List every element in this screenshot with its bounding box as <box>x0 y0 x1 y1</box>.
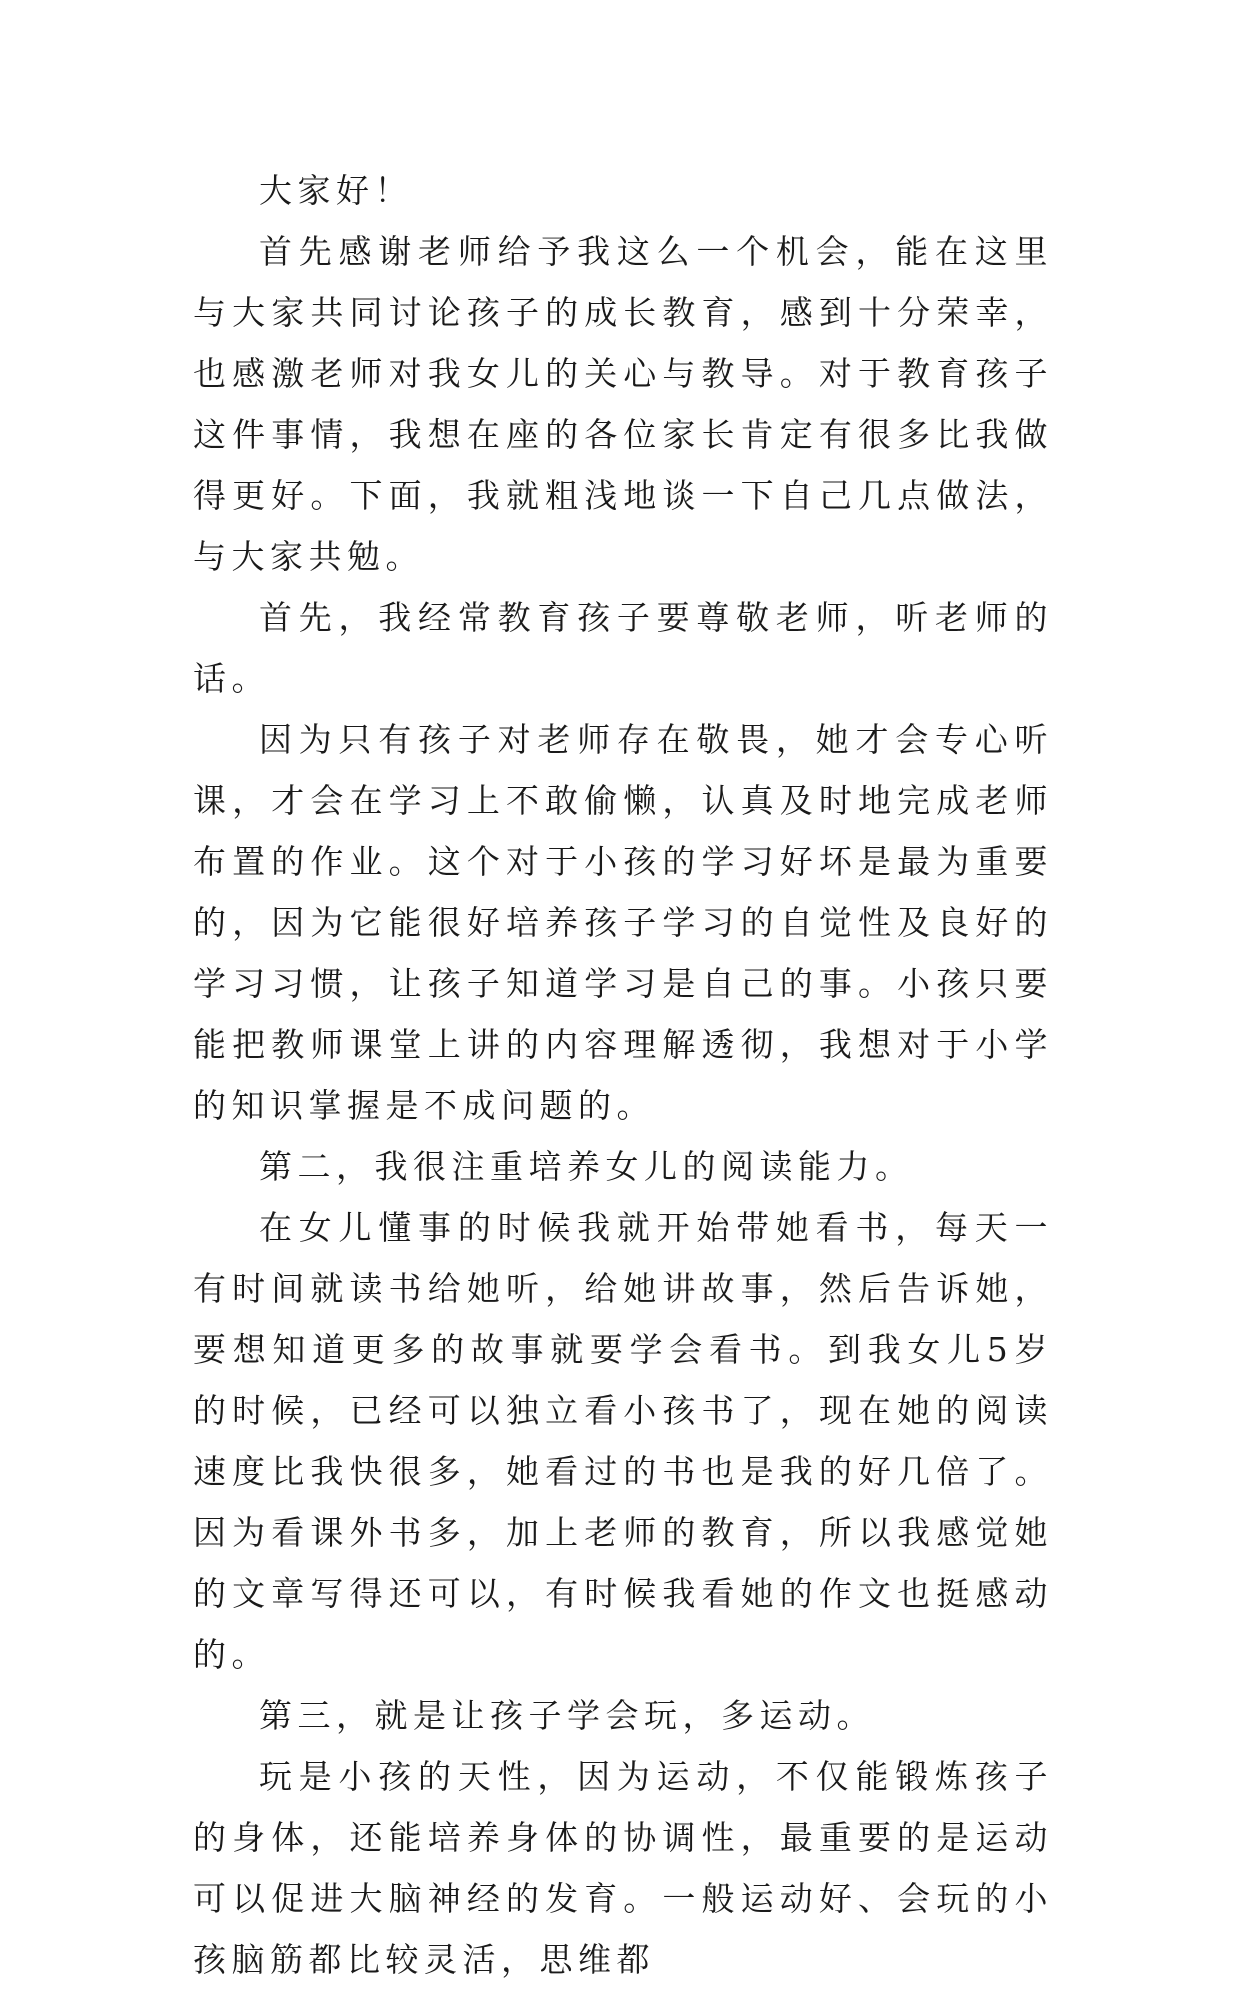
document-body <box>193 160 1053 1990</box>
point-one-heading: 首先，我经常教育孩子要尊敬老师，听老师的话。 <box>193 598 1053 698</box>
point-one-paragraph: 因为只有孩子对老师存在敬畏，她才会专心听课，才会在学习上不敢偷懒，认真及时地完成老师布置的作业。这个对于小孩的学习好坏是最为重要的，因为它能很好培养孩子学习的自觉性及良好的学习习惯，让孩子知道学习是自己的事。小孩只要能把教师课堂上讲的内容理解透彻，我想对于小学的知识掌握是不成问题的。 <box>193 720 1053 1125</box>
point-two-paragraph: 在女儿懂事的时候我就开始带她看书，每天一有时间就读书给她听，给她讲故事，然后告诉她，要想知道更多的故事就要学会看书。到我女儿5岁的时候，已经可以独立看小孩书了，现在她的阅读速度比我快很多，她看过的书也是我的好几倍了。因为看课外书多，加上老师的教育，所以我感觉她的文章写得还可以，有时候我看她的作文也挺感动的。 <box>193 1208 1053 1674</box>
intro-paragraph: 首先感谢老师给予我这么一个机会，能在这里与大家共同讨论孩子的成长教育，感到十分荣幸，也感激老师对我女儿的关心与教导。对于教育孩子这件事情，我想在座的各位家长肯定有很多比我做得更好。下面，我就粗浅地谈一下自己几点做法，与大家共勉。 <box>193 232 1053 576</box>
point-three-paragraph: 玩是小孩的天性，因为运动，不仅能锻炼孩子的身体，还能培养身体的协调性，最重要的是运动可以促进大脑神经的发育。一般运动好、会玩的小孩脑筋都比较灵活，思维都 <box>193 1757 1053 1979</box>
greeting-paragraph: 大家好！ <box>259 171 413 210</box>
point-two-heading: 第二，我很注重培养女儿的阅读能力。 <box>259 1147 914 1186</box>
point-three-heading: 第三，就是让孩子学会玩，多运动。 <box>259 1696 875 1735</box>
